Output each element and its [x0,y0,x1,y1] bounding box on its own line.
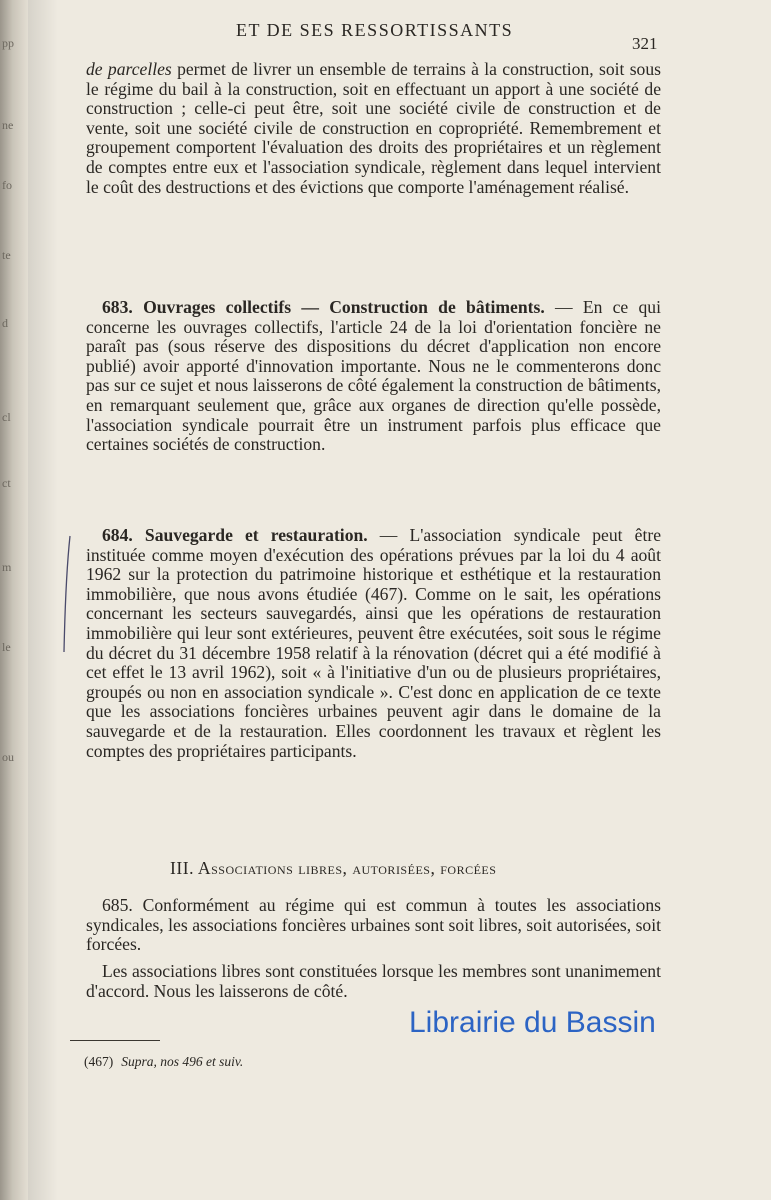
section-text: — L'association syndicale peut être instituée comme moyen d'exécution des opérations prévues par la loi du 4 août 1962 sur la protection du patrimoine historique et esthétique et la restauration immobilière, que nous avons étudiée (467). Comme on le sait, les opérations concernant les secteurs sauvegardés, ainsi que les opérations de restauration immobilière qui leur sont extérieures, peuvent être exécutées, soit sous le régime du décret du 31 décembre 1958 relatif à la rénovation (décret qui a été modifié à cet effet le 13 avril 1962), soit « à l'initiative d'un ou de plusieurs propriétaires, groupés ou non en association syndicale ». C'est donc en application de ce texte que les associations foncières urbaines peuvent agir dans le domaine de la sauvegarde et de la restauration. Elles coordonnent les travaux et règlent les comptes des propriétaires participants. [86,525,661,761]
section-text: — En ce qui concerne les ouvrages collectifs, l'article 24 de la loi d'orientation foncière ne paraît pas (sous réserve des dispositions du décret d'application non encore publié) avoir apporté d'innovation importante. Nous ne le commenterons donc pas sur ce sujet et nous laisserons de côté également la construction de bâtiments, en remarquant seulement que, grâce aux organes de direction qu'elle possède, l'association syndicale pourrait être un instrument parfois plus efficace que certaines sociétés de construction. [86,297,661,455]
bleed-fragment: fo [2,178,12,192]
bleed-fragment: pp [2,36,14,50]
section-number: 684. [102,525,133,545]
italic-lead: de parcelles [86,59,172,79]
footnote-label: (467) [84,1054,114,1069]
bleed-fragment: d [2,316,8,330]
paragraph-continuation [86,60,661,197]
running-head: ET DE SES RESSORTISSANTS [236,20,514,40]
section-685 [86,896,661,955]
section-text: 685. Conformément au régime qui est commun à toutes les associations syndicales, les associations foncières urbaines sont soit libres, soit autorisées, soit forcées. [86,895,661,955]
bleed-fragment: te [2,248,11,262]
bleed-fragment: ou [2,750,14,764]
section-text: Les associations libres sont constituées lorsque les membres sont unanimement d'accord. Nous les laisserons de côté. [86,961,661,1001]
bleed-fragment: ne [2,118,14,132]
section-title: Sauvegarde et restauration. [144,525,368,545]
section-685-continued [86,962,661,1001]
footnote-text: Supra, nos 496 et suiv. [121,1054,244,1069]
footnote [84,1054,243,1070]
paragraph-text: permet de livrer un ensemble de terrains à la construction, soit sous le régime du bail à la construction, soit en effectuant un apport à une société de construction ; celle-ci peut être, soit une société civile de construction et de vente, soit une société civile de construction en copropriété. Remembrement et groupement comportent l'évaluation des droits des propriétaires et un règlement de comptes entre eux et l'association syndicale, règlement dans lequel intervient le coût des destructions et des évictions que comporte l'aménagement réalisé. [86,59,661,197]
chapter-subheading: III. Associations libres, autorisées, forcées [170,858,497,878]
section-title: Ouvrages collectifs — Construction de bâtiments. [143,297,545,317]
seller-watermark: Librairie du Bassin [409,1006,656,1039]
pencil-margin-mark [62,534,72,654]
bleed-fragment: cl [2,410,11,424]
page-number: 321 [632,34,658,53]
footnote-divider [70,1040,160,1041]
bleed-fragment: le [2,640,11,654]
bleed-fragment: m [2,560,12,574]
section-number: 683. [102,297,133,317]
section-683 [86,298,661,455]
bleed-fragment: ct [2,476,11,490]
section-684 [86,526,661,761]
